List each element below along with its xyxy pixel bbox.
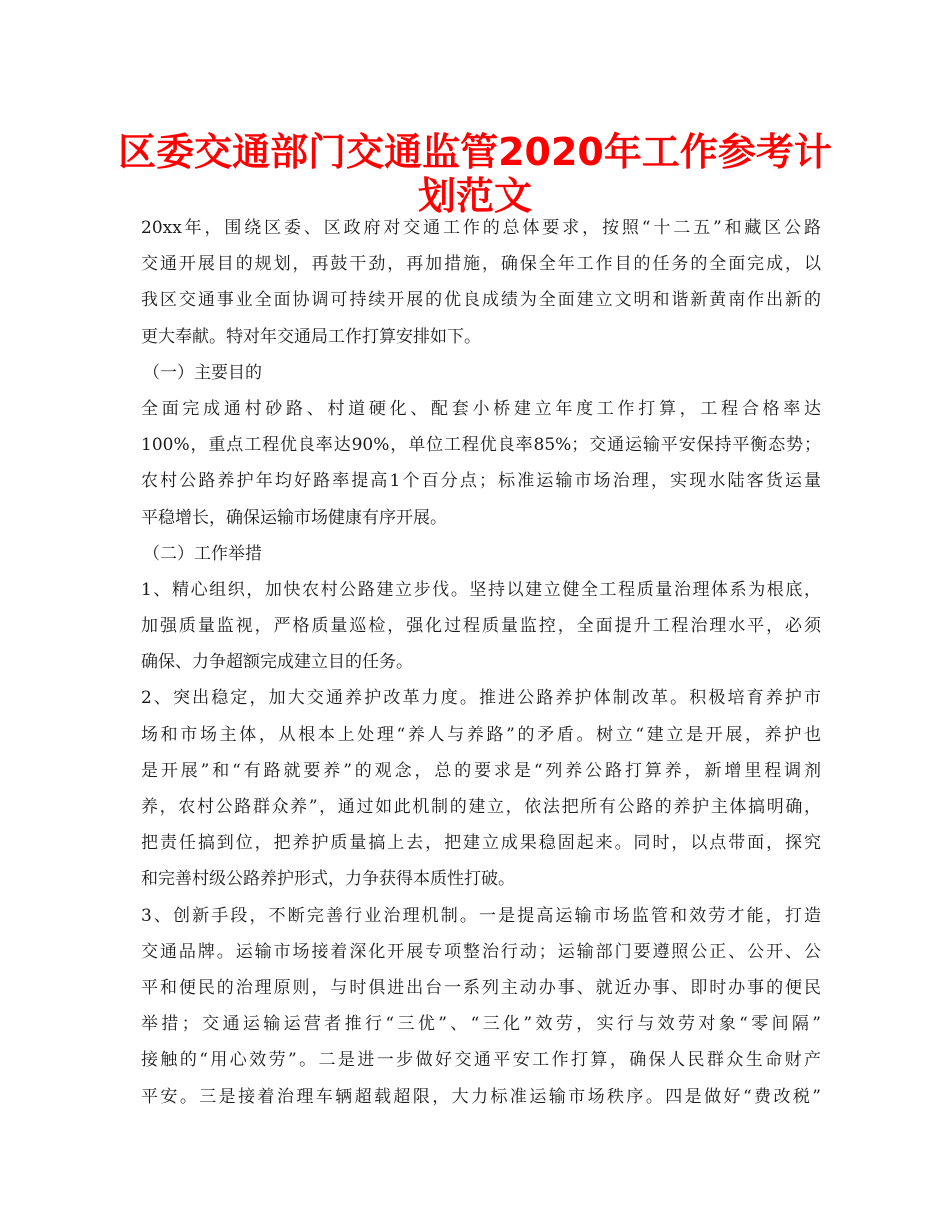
- body-line: 全面完成通村砂路、村道硬化、配套小桥建立年度工作打算，工程合格率达: [141, 398, 821, 419]
- body-line: 平安。三是接着治理车辆超载超限，大力标准运输市场秩序。四是做好“费改税”: [141, 1086, 821, 1107]
- body-line: 农村公路养护年均好路率提高1个百分点；标准运输市场治理，实现水陆客货运量: [141, 471, 821, 492]
- body-line: 场和市场主体，从根本上处理“养人与养路”的矛盾。树立“建立是开展，养护也: [141, 724, 821, 745]
- body-line: 把责任搞到位，把养护质量搞上去，把建立成果稳固起来。同时，以点带面，探究: [141, 833, 821, 854]
- body-line: 20xx年，围绕区委、区政府对交通工作的总体要求，按照“十二五”和藏区公路: [141, 218, 821, 238]
- document-body: [141, 210, 821, 1115]
- body-line: （一）主要目的: [143, 362, 262, 383]
- body-line: 我区交通事业全面协调可持续开展的优良成绩为全面建立文明和谐新黄南作出新的: [141, 290, 821, 311]
- body-line: 加强质量监视，严格质量巡检，强化过程质量监控，全面提升工程治理水平，必须: [141, 616, 821, 637]
- body-line: 平稳增长，确保运输市场健康有序开展。: [141, 507, 447, 528]
- body-line: 接触的“用心效劳”。二是进一步做好交通平安工作打算，确保人民群众生命财产: [141, 1050, 821, 1071]
- body-line: 更大奉献。特对年交通局工作打算安排如下。: [141, 326, 481, 347]
- body-line: 确保、力争超额完成建立目的任务。: [141, 652, 413, 673]
- body-line: （二）工作举措: [143, 543, 262, 564]
- body-line: 举措；交通运输运营者推行“三优”、“三化”效劳，实行与效劳对象“零间隔”: [141, 1014, 821, 1035]
- body-line: 是开展”和“有路就要养”的观念，总的要求是“列养公路打算养，新增里程调剂: [141, 760, 821, 781]
- body-line: 2、突出稳定，加大交通养护改革力度。推进公路养护体制改革。积极培育养护市: [141, 688, 821, 709]
- body-line: 和完善村级公路养护形式，力争获得本质性打破。: [141, 869, 515, 890]
- document-title-line-1: 区委交通部门交通监管2020年工作参考计: [118, 130, 832, 174]
- body-line: 1、精心组织，加快农村公路建立步伐。坚持以建立健全工程质量治理体系为根底，: [141, 579, 821, 600]
- body-line: 平和便民的治理原则，与时俱进出台一系列主动办事、就近办事、即时办事的便民: [141, 977, 821, 998]
- body-line: 养，农村公路群众养”，通过如此机制的建立，依法把所有公路的养护主体搞明确，: [141, 797, 821, 817]
- document-title-line-2: 划范文: [417, 174, 532, 218]
- body-line: 3、创新手段，不断完善行业治理机制。一是提高运输市场监管和效劳才能，打造: [141, 905, 821, 926]
- body-line: 交通开展目的规划，再鼓干劲，再加措施，确保全年工作目的任务的全面完成，以: [141, 254, 821, 275]
- body-line: 100%，重点工程优良率达90%，单位工程优良率85%；交通运输平安保持平衡态势；: [141, 435, 821, 456]
- body-line: 交通品牌。运输市场接着深化开展专项整治行动；运输部门要遵照公正、公开、公: [141, 941, 821, 962]
